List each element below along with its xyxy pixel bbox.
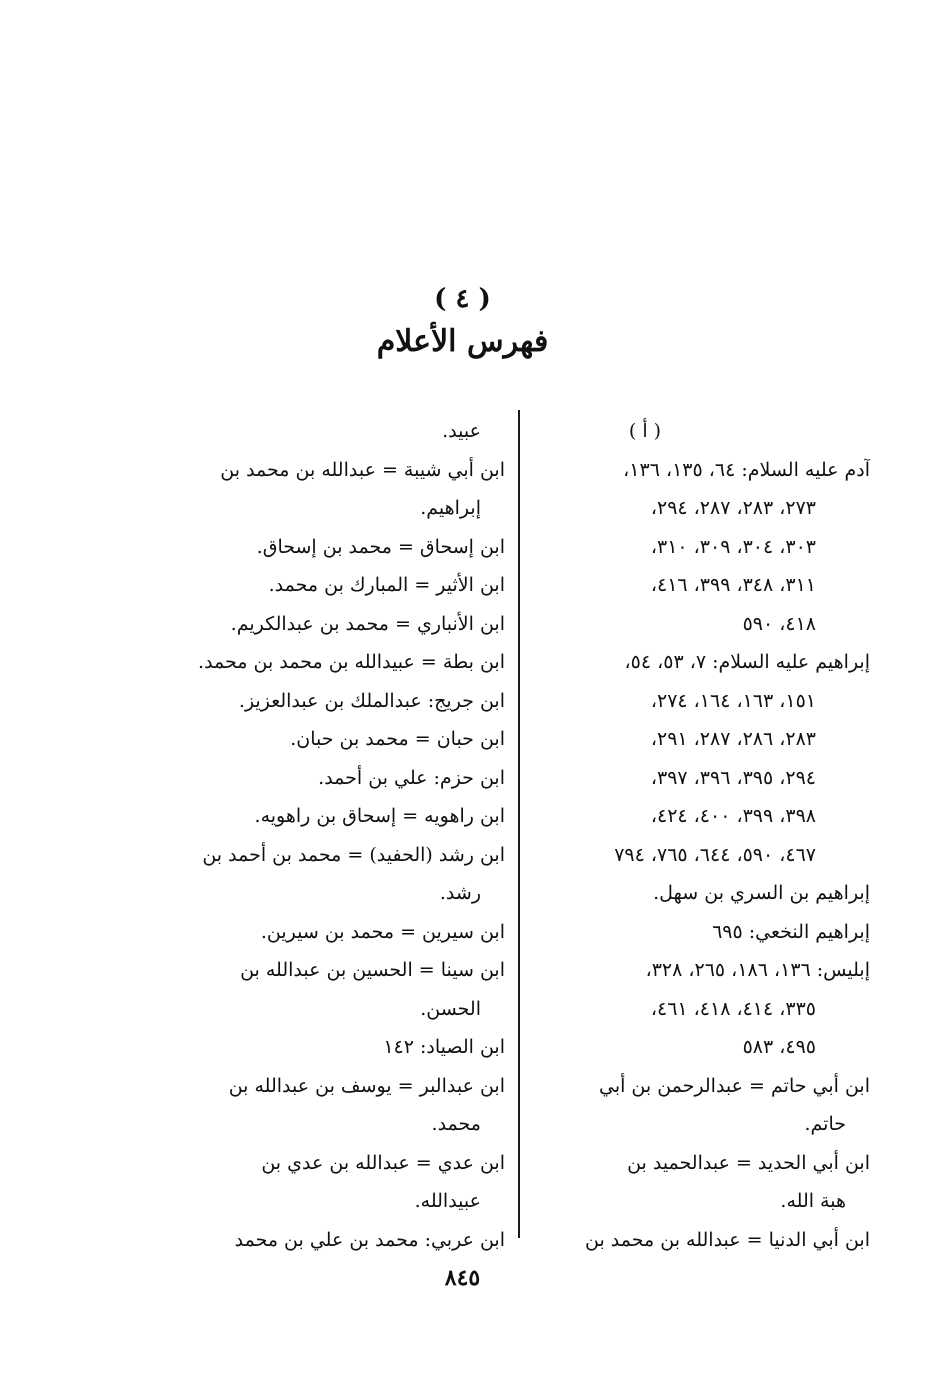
index-entry-line: ٣٣٥، ٤١٤، ٤١٨، ٤٦١، — [650, 997, 816, 1020]
index-entry-line: ابن جريج: عبدالملك بن عبدالعزيز. — [238, 689, 505, 712]
index-entry-line: ٤٩٥، ٥٨٣ — [742, 1036, 816, 1058]
index-entry-line: ابن أبي الحديد = عبدالحميد بن — [627, 1151, 870, 1174]
index-entry-line: إبراهيم النخعي: ٦٩٥ — [712, 920, 870, 943]
index-entry-line: ابن عدي = عبدالله بن عدي بن — [261, 1151, 505, 1174]
index-entry-line: ٤١٨، ٥٩٠ — [742, 612, 816, 635]
index-entry-line: إبراهيم. — [420, 497, 481, 519]
page-header — [0, 282, 925, 364]
page-number: ٨٤٥ — [444, 1265, 481, 1291]
index-entry-line: ٣٠٣، ٣٠٤، ٣٠٩، ٣١٠، — [650, 535, 816, 558]
index-entry-line: عبيد. — [442, 420, 481, 442]
index-entry-line: هبة الله. — [780, 1190, 846, 1212]
index-entry-line: ١٥١، ١٦٣، ١٦٤، ٢٧٤، — [650, 689, 816, 712]
index-entry-line: إبراهيم بن السري بن سهل. — [653, 882, 870, 904]
index-entry-line: ابن أبي الدنيا = عبدالله بن محمد بن — [585, 1228, 870, 1251]
index-entry-line: إبليس: ١٣٦، ١٨٦، ٢٦٥، ٣٢٨، — [645, 959, 870, 981]
index-entry-line: ٣١١، ٣٤٨، ٣٩٩، ٤١٦، — [650, 574, 816, 596]
index-entry-line: محمد. — [431, 1113, 481, 1135]
page-title: فهرس الأعلام — [376, 324, 549, 359]
index-entry-line: ابن إسحاق = محمد بن إسحاق. — [256, 535, 505, 558]
index-entry-line: ابن بطة = عبيدالله بن محمد بن محمد. — [198, 651, 505, 673]
index-entry-line: ابن الأثير = المبارك بن محمد. — [268, 574, 505, 596]
index-entry-line: ابن الأنباري = محمد بن عبدالكريم. — [230, 612, 505, 635]
index-column-right — [540, 412, 870, 1259]
index-column-left — [170, 412, 505, 1259]
index-entry-line: ٢٨٣، ٢٨٦، ٢٨٧، ٢٩١، — [650, 728, 816, 750]
index-entry-line: ٤٦٧، ٥٩٠، ٦٤٤، ٧٦٥، ٧٩٤ — [614, 843, 816, 866]
index-entry-line: ابن سينا = الحسين بن عبدالله بن — [240, 959, 505, 981]
index-entry-line: ابن راهويه = إسحاق بن راهويه. — [254, 805, 505, 827]
index-entry-line: ابن أبي حاتم = عبدالرحمن بن أبي — [598, 1074, 870, 1097]
index-entry-line: ٣٩٨، ٣٩٩، ٤٠٠، ٤٢٤، — [650, 805, 816, 827]
index-entry-line: ٢٧٣، ٢٨٣، ٢٨٧، ٢٩٤، — [650, 497, 816, 519]
index-entry-line: عبيدالله. — [414, 1190, 481, 1212]
index-entry-line: ابن عربي: محمد بن علي بن محمد — [234, 1228, 505, 1251]
index-entry-line: ابن الصياد: ١٤٢ — [383, 1036, 505, 1058]
index-entry-line: ابن عبدالبر = يوسف بن عبدالله بن — [228, 1074, 505, 1097]
index-entry-line: ابن حزم: علي بن أحمد. — [318, 766, 505, 789]
column-divider — [518, 410, 520, 1238]
index-entry-line: إبراهيم عليه السلام: ٧، ٥٣، ٥٤، — [624, 651, 870, 673]
index-entry-line: حاتم. — [804, 1113, 846, 1135]
index-entry-line: ابن أبي شيبة = عبدالله بن محمد بن — [220, 458, 505, 481]
letter-heading: ( أ ) — [628, 420, 662, 442]
section-number: ( ٤ ) — [434, 284, 491, 314]
index-entry-line: الحسن. — [420, 997, 481, 1020]
index-entry-line: ابن حبان = محمد بن حبان. — [290, 728, 505, 750]
index-entry-line: رشد. — [439, 882, 481, 904]
index-entry-line: ابن سيرين = محمد بن سيرين. — [260, 920, 505, 943]
index-entry-line: آدم عليه السلام: ٦٤، ١٣٥، ١٣٦، — [623, 458, 870, 481]
index-entry-line: ابن رشد (الحفيد) = محمد بن أحمد بن — [202, 843, 505, 866]
index-entry-line: ٢٩٤، ٣٩٥، ٣٩٦، ٣٩٧، — [650, 766, 816, 789]
